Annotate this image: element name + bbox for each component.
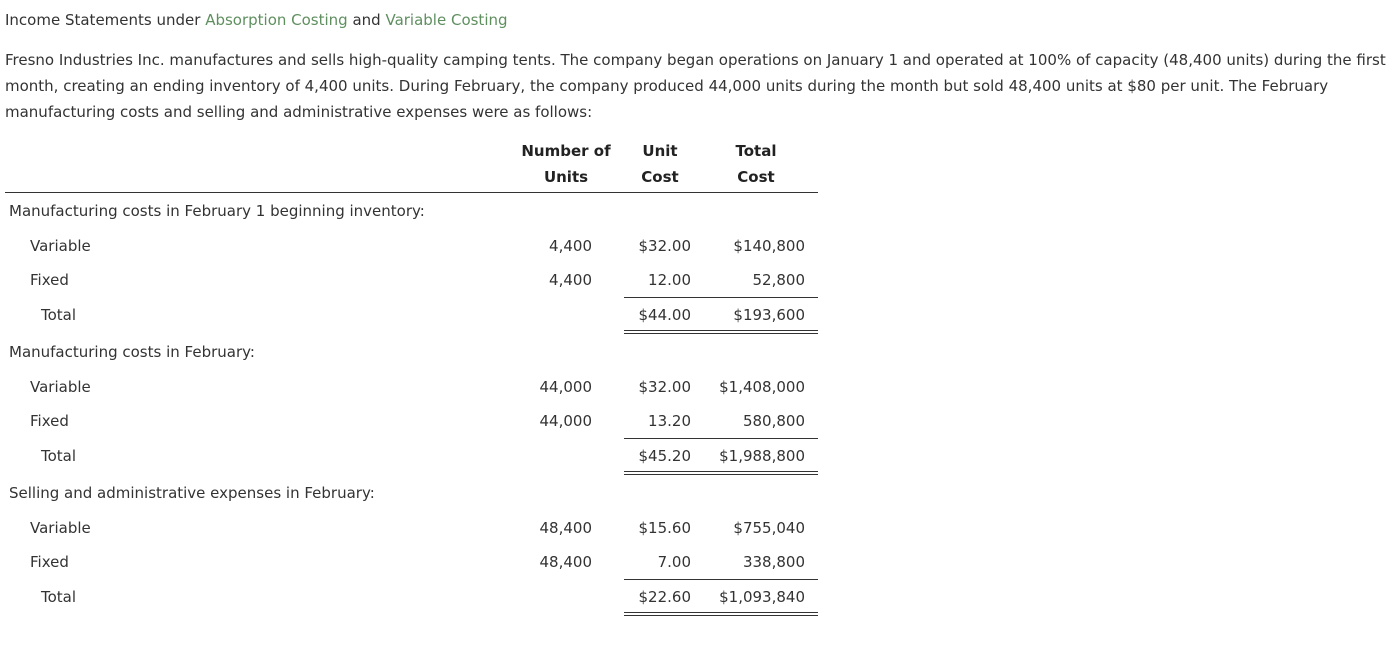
row-label: Total	[41, 588, 77, 606]
section-label: Selling and administrative expenses in February:	[9, 484, 375, 502]
header-total-line2: Cost	[737, 168, 775, 186]
unit-cost-cell: 7.00	[657, 553, 691, 571]
table-row	[5, 263, 818, 297]
row-label: Fixed	[30, 553, 69, 571]
units-cell: 48,400	[539, 519, 592, 537]
units-cell: 44,000	[539, 412, 592, 430]
title-prefix: Income Statements under	[5, 11, 206, 29]
unit-cost-cell: 13.20	[648, 412, 691, 430]
row-label: Total	[41, 306, 77, 324]
total-cost-cell: 52,800	[752, 271, 805, 289]
total-double-rule	[624, 612, 818, 616]
variable-costing-link[interactable]: Variable Costing	[385, 11, 508, 29]
header-total-cost	[721, 138, 791, 190]
unit-cost-cell: $32.00	[638, 237, 691, 255]
units-cell: 48,400	[539, 553, 592, 571]
row-label: Total	[41, 447, 77, 465]
section-selling-admin	[5, 475, 818, 511]
total-cost-cell: 580,800	[742, 412, 805, 430]
header-total-line1: Total	[735, 142, 777, 160]
unit-cost-cell: 12.00	[648, 271, 691, 289]
header-unit-line1: Unit	[642, 142, 678, 160]
table-row	[5, 404, 818, 438]
table-row-total	[5, 297, 818, 334]
total-cost-cell: $1,093,840	[719, 588, 805, 606]
unit-cost-cell: $15.60	[638, 519, 691, 537]
total-cost-cell: 338,800	[742, 553, 805, 571]
title-middle: and	[347, 11, 386, 29]
table-row-total	[5, 438, 818, 475]
table-header	[5, 138, 818, 193]
problem-description: Fresno Industries Inc. manufactures and sells high-quality camping tents. The company began operations on January 1 and operated at 100% of capacity (48,400 units) during the first month, creating an ending inventory of 4,400 units. During February, the company produced 44,000 units during the month but sold 48,400 units at $80 per unit. The February manufacturing costs and selling and administrative expenses were as follows:	[5, 51, 1386, 121]
total-cost-cell: $1,988,800	[719, 447, 805, 465]
row-label: Fixed	[30, 271, 69, 289]
header-units-line2: Units	[543, 168, 589, 186]
unit-cost-cell: $45.20	[638, 447, 691, 465]
header-number-of-units	[512, 138, 620, 190]
section-label: Manufacturing costs in February 1 beginning inventory:	[9, 202, 425, 220]
section-label: Manufacturing costs in February:	[9, 343, 255, 361]
units-cell: 4,400	[549, 237, 592, 255]
total-cost-cell: $1,408,000	[719, 378, 805, 396]
unit-cost-cell: $32.00	[638, 378, 691, 396]
row-label: Fixed	[30, 412, 69, 430]
table-row	[5, 545, 818, 579]
page-title	[5, 9, 508, 31]
unit-cost-cell: $44.00	[638, 306, 691, 324]
section-february-manufacturing	[5, 334, 818, 370]
header-unit-cost	[635, 138, 685, 190]
row-label: Variable	[30, 519, 91, 537]
table-row	[5, 370, 818, 404]
section-beginning-inventory	[5, 193, 818, 229]
table-row-total	[5, 579, 818, 616]
unit-cost-cell: $22.60	[638, 588, 691, 606]
total-cost-cell: $755,040	[733, 519, 805, 537]
total-cost-cell: $140,800	[733, 237, 805, 255]
table-row	[5, 511, 818, 545]
header-unit-line2: Cost	[641, 168, 679, 186]
units-cell: 44,000	[539, 378, 592, 396]
units-cell: 4,400	[549, 271, 592, 289]
cost-table	[5, 138, 818, 616]
row-label: Variable	[30, 237, 91, 255]
row-label: Variable	[30, 378, 91, 396]
absorption-costing-link[interactable]: Absorption Costing	[205, 11, 348, 29]
table-row	[5, 229, 818, 263]
header-units-line1: Number of	[521, 142, 611, 160]
total-cost-cell: $193,600	[733, 306, 805, 324]
